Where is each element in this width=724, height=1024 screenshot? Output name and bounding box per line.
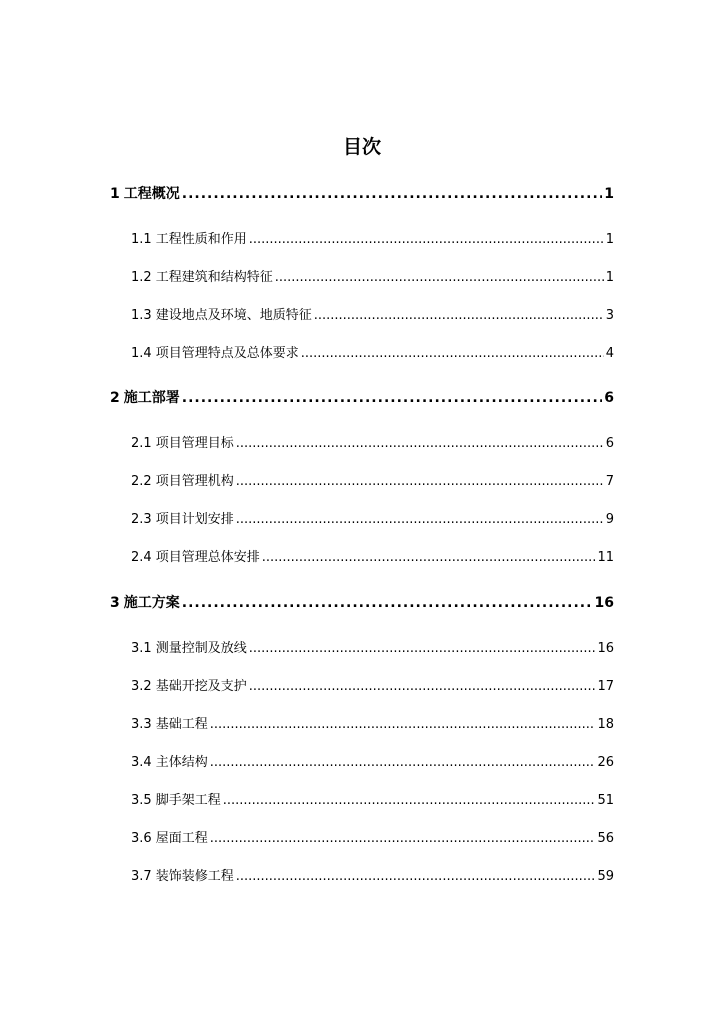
toc-leader-dots — [182, 594, 593, 612]
toc-page-number: 59 — [597, 869, 614, 884]
toc-leader-dots — [236, 868, 596, 886]
toc-section-label: 工程概况 — [123, 186, 180, 202]
toc-item-number: 2.1 — [131, 436, 152, 451]
toc-page-number: 16 — [594, 595, 614, 611]
toc-item-3-1[interactable] — [131, 640, 614, 658]
toc-leader-dots — [249, 678, 596, 696]
toc-page-number: 1 — [605, 270, 614, 285]
toc-page-number: 7 — [605, 474, 614, 489]
toc-page-number: 9 — [605, 512, 614, 527]
toc-item-2-4[interactable] — [131, 549, 614, 567]
toc-item-number: 3.4 — [131, 755, 152, 770]
toc-page-number: 17 — [597, 679, 614, 694]
toc-item-label: 屋面工程 — [155, 831, 208, 846]
toc-leader-dots — [223, 792, 596, 810]
toc-item-label: 脚手架工程 — [155, 793, 221, 808]
toc-item-3-5[interactable] — [131, 792, 614, 810]
toc-item-number: 3.3 — [131, 717, 152, 732]
toc-leader-dots — [182, 185, 603, 203]
toc-page-number: 51 — [597, 793, 614, 808]
toc-leader-dots — [249, 231, 604, 249]
toc-leader-dots — [301, 345, 604, 363]
toc-page-number: 18 — [597, 717, 614, 732]
toc-item-label: 项目计划安排 — [155, 512, 234, 527]
toc-leader-dots — [236, 473, 604, 491]
toc-item-number: 2.4 — [131, 550, 152, 565]
toc-page-number: 6 — [604, 390, 614, 406]
toc-item-1-4[interactable] — [131, 345, 614, 363]
toc-item-3-2[interactable] — [131, 678, 614, 696]
toc-item-number: 3.2 — [131, 679, 152, 694]
toc-item-label: 装饰装修工程 — [155, 869, 234, 884]
toc-page-number: 1 — [604, 186, 614, 202]
toc-item-number: 1.1 — [131, 232, 152, 247]
toc-leader-dots — [314, 307, 604, 325]
toc-leader-dots — [236, 435, 604, 453]
toc-item-label: 基础工程 — [155, 717, 208, 732]
toc-item-label: 建设地点及环境、地质特征 — [155, 308, 312, 323]
toc-page-number: 4 — [605, 346, 614, 361]
toc-section-label: 施工部署 — [123, 390, 180, 406]
toc-item-number: 3.5 — [131, 793, 152, 808]
toc-item-3-4[interactable] — [131, 754, 614, 772]
toc-item-3-6[interactable] — [131, 830, 614, 848]
toc-item-1-1[interactable] — [131, 231, 614, 249]
toc-leader-dots — [262, 549, 596, 567]
toc-item-1-3[interactable] — [131, 307, 614, 325]
toc-item-label: 项目管理机构 — [155, 474, 234, 489]
toc-section-1[interactable] — [110, 185, 614, 203]
toc-item-label: 项目管理特点及总体要求 — [155, 346, 299, 361]
toc-section-number: 3 — [110, 595, 120, 611]
toc-item-number: 1.4 — [131, 346, 152, 361]
toc-section-number: 1 — [110, 186, 120, 202]
page-title: 目次 — [342, 136, 381, 158]
toc-page-number: 26 — [597, 755, 614, 770]
toc-item-label: 工程建筑和结构特征 — [155, 270, 273, 285]
toc-page-number: 11 — [597, 550, 614, 565]
toc-item-label: 主体结构 — [155, 755, 208, 770]
toc-leader-dots — [275, 269, 604, 287]
toc-item-number: 2.3 — [131, 512, 152, 527]
toc-item-label: 工程性质和作用 — [155, 232, 247, 247]
toc-page-number: 1 — [605, 232, 614, 247]
toc-item-label: 项目管理总体安排 — [155, 550, 260, 565]
toc-leader-dots — [210, 754, 596, 772]
toc-section-3[interactable] — [110, 594, 614, 612]
toc-item-number: 3.6 — [131, 831, 152, 846]
toc-section-label: 施工方案 — [123, 595, 180, 611]
toc-item-2-3[interactable] — [131, 511, 614, 529]
toc-item-2-1[interactable] — [131, 435, 614, 453]
toc-item-number: 2.2 — [131, 474, 152, 489]
toc-page-number: 3 — [605, 308, 614, 323]
toc-page-number: 16 — [597, 641, 614, 656]
toc-item-2-2[interactable] — [131, 473, 614, 491]
toc-section-2[interactable] — [110, 389, 614, 407]
toc-item-number: 1.2 — [131, 270, 152, 285]
toc-page-number: 6 — [605, 436, 614, 451]
toc-leader-dots — [236, 511, 604, 529]
toc-item-number: 3.7 — [131, 869, 152, 884]
toc-leader-dots — [210, 830, 596, 848]
toc-item-number: 1.3 — [131, 308, 152, 323]
toc-section-number: 2 — [110, 390, 120, 406]
toc-page-number: 56 — [597, 831, 614, 846]
toc-item-label: 基础开挖及支护 — [155, 679, 247, 694]
toc-leader-dots — [182, 389, 603, 407]
toc-leader-dots — [249, 640, 596, 658]
toc-item-1-2[interactable] — [131, 269, 614, 287]
toc-item-label: 项目管理目标 — [155, 436, 234, 451]
toc-item-3-3[interactable] — [131, 716, 614, 734]
toc-leader-dots — [210, 716, 596, 734]
toc-item-3-7[interactable] — [131, 868, 614, 886]
toc-item-number: 3.1 — [131, 641, 152, 656]
toc-item-label: 测量控制及放线 — [155, 641, 247, 656]
